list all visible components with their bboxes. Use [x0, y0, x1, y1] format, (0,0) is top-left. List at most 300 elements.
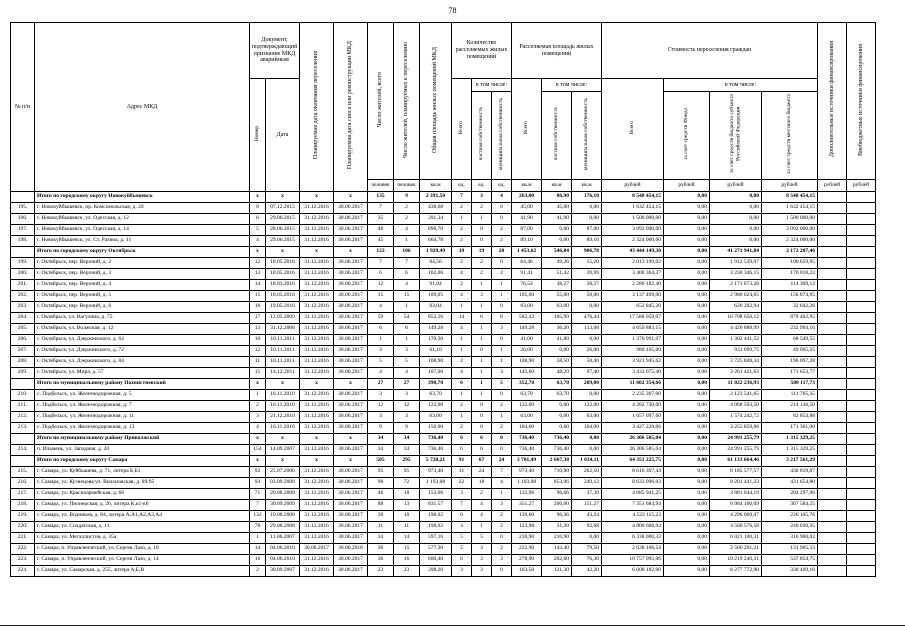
data-cell: 4 068 593,50	[710, 400, 762, 411]
data-cell: 36,20	[542, 323, 572, 334]
data-cell: 21.12.2010	[266, 411, 300, 422]
data-cell: 31.12.2016	[300, 466, 334, 477]
data-cell: 108,90	[512, 356, 542, 367]
data-cell: 50,40	[572, 356, 602, 367]
data-cell: 8 548 454,15	[602, 191, 664, 202]
data-cell: 4 659 883,15	[602, 323, 664, 334]
data-cell: 600,40	[420, 554, 452, 565]
table-row	[11, 268, 876, 279]
data-cell: 0,00	[664, 565, 710, 576]
row-number: 221.	[11, 532, 35, 543]
col-header-cost-total	[602, 79, 664, 180]
data-cell	[818, 389, 847, 400]
data-cell: 20	[492, 246, 512, 257]
data-cell: 232 994,16	[762, 323, 818, 334]
data-cell: 31.12.2016	[300, 301, 334, 312]
data-cell: 240 030,35	[762, 521, 818, 532]
row-number	[11, 378, 35, 389]
data-cell: 50,00	[572, 290, 602, 301]
area-total-label: Всего	[523, 120, 530, 135]
data-cell: 14	[394, 532, 420, 543]
table-row	[11, 543, 876, 554]
data-cell: 3 217 561,29	[762, 455, 818, 466]
data-cell	[847, 202, 876, 213]
data-cell: х	[300, 455, 334, 466]
data-cell: 41,90	[512, 213, 542, 224]
col-header-cost: Стоимость переселения граждан	[602, 23, 818, 79]
data-cell: 2 391,50	[420, 191, 452, 202]
data-cell: 597,16	[420, 532, 452, 543]
data-cell: х	[300, 191, 334, 202]
data-cell: 19	[472, 246, 492, 257]
data-cell: 1 315 329,25	[762, 444, 818, 455]
data-cell: 7	[368, 257, 394, 268]
data-cell: 2	[452, 235, 472, 246]
data-cell: 4	[472, 499, 492, 510]
data-cell: х	[250, 378, 266, 389]
data-cell: 546,84	[542, 246, 572, 257]
address-cell: г. Октябрьск, пер. Верхний, д. 6	[35, 301, 250, 312]
data-cell: 736,40	[420, 433, 452, 444]
data-cell	[818, 345, 847, 356]
data-cell: 34	[368, 532, 394, 543]
data-cell: 30.06.2017	[334, 213, 368, 224]
data-cell: х	[334, 378, 368, 389]
data-cell: 15	[250, 367, 266, 378]
data-cell: 104,00	[572, 422, 602, 433]
unit-cell: рублей	[710, 179, 762, 191]
data-cell: 153,06	[420, 488, 452, 499]
data-cell: 31.12.2016	[300, 411, 334, 422]
data-cell: 49 005,25	[762, 345, 818, 356]
area-private-label: частная собственность	[553, 107, 560, 161]
unit-cell: кв.м	[420, 179, 452, 191]
data-cell: 5	[368, 356, 394, 367]
col-header-cost-fund	[664, 92, 710, 180]
data-cell: 6 984 100,69	[710, 499, 762, 510]
table-row	[11, 422, 876, 433]
row-number: 219.	[11, 510, 35, 521]
data-cell: 108,90	[420, 356, 452, 367]
data-cell: 0,00	[664, 224, 710, 235]
data-cell: 3	[368, 345, 394, 356]
address-cell: г. Новокуйбышевск, ул. Одесская, д. 12	[35, 213, 250, 224]
data-cell	[818, 411, 847, 422]
data-cell: 8	[492, 312, 512, 323]
data-cell: 31.12.2016	[300, 235, 334, 246]
data-cell: 1	[452, 334, 472, 345]
col-header-residents-total	[368, 23, 394, 180]
data-cell: 736,40	[542, 444, 572, 455]
units-private-label: частная собственность	[478, 107, 485, 161]
data-cell: 4	[452, 367, 472, 378]
data-cell: 0,00	[664, 235, 710, 246]
data-cell: 156 874,95	[762, 290, 818, 301]
table-row	[11, 334, 876, 345]
data-cell	[847, 455, 876, 466]
data-cell: 1 574 242,72	[710, 411, 762, 422]
data-cell: х	[250, 191, 266, 202]
data-cell	[818, 554, 847, 565]
data-cell: 49,26	[542, 257, 572, 268]
data-cell: 31.12.2016	[300, 389, 334, 400]
data-cell: 1	[472, 301, 492, 312]
data-cell: 29.06.2015	[266, 213, 300, 224]
data-cell: 7	[368, 202, 394, 213]
data-cell: 39	[452, 246, 472, 257]
units-municipal-label: муниципальная собственность	[498, 98, 505, 170]
col-header-additional	[818, 23, 847, 180]
data-cell: 2	[250, 400, 266, 411]
data-cell	[847, 532, 876, 543]
summary-row	[11, 455, 876, 466]
data-cell: 0	[492, 444, 512, 455]
address-cell: п. Ильмень, ул. Западная, д. 20	[35, 444, 250, 455]
data-cell: 107,00	[420, 367, 452, 378]
table-header	[11, 23, 876, 192]
data-cell: 170 018,22	[762, 268, 818, 279]
table-row	[11, 477, 876, 488]
data-cell: 30.06.2017	[334, 268, 368, 279]
data-cell: 2	[492, 235, 512, 246]
data-cell: 31.12.2008	[266, 323, 300, 334]
row-number: 209.	[11, 367, 35, 378]
col-header-total-area	[420, 23, 452, 180]
data-cell: 30.06.2017	[334, 477, 368, 488]
data-cell: 45,00	[542, 202, 572, 213]
data-cell: 31.12.2016	[300, 510, 334, 521]
table-row	[11, 345, 876, 356]
data-cell	[847, 389, 876, 400]
data-cell: 4	[394, 279, 420, 290]
data-cell: 0,00	[664, 499, 710, 510]
data-cell: 1 632 454,15	[762, 202, 818, 213]
data-cell: 2	[452, 279, 472, 290]
data-cell: 214 136,50	[762, 400, 818, 411]
data-cell: 6	[394, 323, 420, 334]
data-cell: 3 433 075,40	[602, 367, 664, 378]
units-total-label: Всего	[458, 120, 465, 135]
data-cell: 1 034,11	[572, 455, 602, 466]
data-cell: 2 235 307,00	[602, 389, 664, 400]
data-cell: 27	[394, 378, 420, 389]
data-cell	[818, 224, 847, 235]
total-area-label: Общая площадь жилых помещений МКД	[432, 46, 439, 153]
data-cell	[847, 345, 876, 356]
data-cell: 23	[394, 565, 420, 576]
data-cell: 17 588 059,07	[602, 312, 664, 323]
data-cell: 476,44	[572, 312, 602, 323]
data-cell	[847, 411, 876, 422]
data-cell: 64,46	[512, 257, 542, 268]
table-row	[11, 224, 876, 235]
data-cell: 3	[472, 290, 492, 301]
data-cell: 61,10	[420, 345, 452, 356]
col-header-units-municipal	[492, 92, 512, 180]
data-cell: 0,00	[664, 257, 710, 268]
data-cell: 149,28	[420, 323, 452, 334]
data-cell	[847, 422, 876, 433]
data-cell: 8 616 397,44	[602, 466, 664, 477]
data-cell: 4 426 888,99	[710, 323, 762, 334]
data-cell: 88	[368, 499, 394, 510]
data-cell: 278,90	[512, 554, 542, 565]
address-cell: с. Подбельск, ул. Железнодорожная, д. 11	[35, 411, 250, 422]
row-number: 207.	[11, 345, 35, 356]
data-cell	[818, 488, 847, 499]
data-cell: 6	[452, 378, 472, 389]
address-cell: г. Самара, ул. Водников, д. 84, литера А,А1,А2,А3,А4	[35, 510, 250, 521]
table-row	[11, 521, 876, 532]
data-cell: 1 193,08	[420, 477, 452, 488]
data-cell: 3	[368, 411, 394, 422]
data-cell: 20.08.2008	[266, 488, 300, 499]
col-header-doc-number	[250, 79, 266, 192]
col-header-doc-date: Дата	[266, 79, 300, 192]
data-cell: 145,60	[512, 367, 542, 378]
data-cell: 100 659,95	[762, 257, 818, 268]
data-cell: 0,00	[710, 224, 762, 235]
data-cell: 1	[472, 356, 492, 367]
data-cell: 2	[492, 521, 512, 532]
data-cell: 43,24	[572, 510, 602, 521]
row-number: 195.	[11, 202, 35, 213]
data-cell: 1	[472, 213, 492, 224]
data-cell	[847, 268, 876, 279]
data-cell: 54	[394, 312, 420, 323]
data-cell: 30.06.2017	[300, 543, 334, 554]
data-cell: 0	[472, 235, 492, 246]
data-cell: 2 324 000,00	[762, 235, 818, 246]
data-cell: 0,00	[710, 213, 762, 224]
data-cell: 196 097,28	[762, 356, 818, 367]
data-cell: 4 085 941,25	[602, 488, 664, 499]
data-cell: 973,40	[512, 466, 542, 477]
data-cell: 5	[452, 532, 472, 543]
row-number: 199.	[11, 257, 35, 268]
data-cell	[818, 532, 847, 543]
data-cell: 0,00	[664, 455, 710, 466]
data-cell: 68 549,55	[762, 334, 818, 345]
data-cell: 0,00	[664, 345, 710, 356]
data-cell: 45,00	[512, 202, 542, 213]
data-cell: 0,00	[572, 389, 602, 400]
data-cell: 82 854,88	[762, 411, 818, 422]
data-cell: 1	[472, 378, 492, 389]
data-cell: 63,00	[572, 411, 602, 422]
data-cell: 736,40	[512, 433, 542, 444]
data-cell: 367 584,25	[762, 499, 818, 510]
data-cell	[818, 257, 847, 268]
data-cell	[818, 312, 847, 323]
data-cell: 2	[452, 356, 472, 367]
address-cell: г. Новокуйбышевск, ул. Одесская, д. 14	[35, 224, 250, 235]
data-cell: 2	[250, 565, 266, 576]
data-cell: 5	[394, 356, 420, 367]
col-header-resettled-area: Расселяемая площадь жилых помещений	[512, 23, 602, 79]
data-cell: 18	[394, 510, 420, 521]
data-cell: 2 013 199,02	[602, 257, 664, 268]
data-cell: 1 315 329,25	[762, 433, 818, 444]
data-cell: 3 092 000,00	[762, 224, 818, 235]
data-cell: 0	[492, 257, 512, 268]
data-cell	[847, 477, 876, 488]
data-cell: 13	[250, 323, 266, 334]
data-cell: 0,00	[572, 202, 602, 213]
data-cell: 2 324 000,00	[602, 235, 664, 246]
data-cell	[847, 367, 876, 378]
data-cell	[818, 191, 847, 202]
data-cell: 664,78	[420, 235, 452, 246]
row-number: 214.	[11, 444, 35, 455]
data-cell	[847, 356, 876, 367]
row-number: 197.	[11, 224, 35, 235]
data-cell: 31.12.2016	[300, 345, 334, 356]
data-cell: 0	[472, 422, 492, 433]
data-cell: 11	[368, 521, 394, 532]
data-cell	[818, 477, 847, 488]
data-cell: х	[300, 378, 334, 389]
data-cell: 133,96	[512, 488, 542, 499]
data-cell: 26 306 585,04	[602, 433, 664, 444]
data-cell	[847, 510, 876, 521]
data-cell	[847, 323, 876, 334]
data-cell: 2 171 873,28	[710, 279, 762, 290]
data-cell: 3	[492, 367, 512, 378]
data-cell: 26 306 585,04	[602, 444, 664, 455]
data-cell: 11.06.2007	[266, 532, 300, 543]
data-cell	[818, 565, 847, 576]
address-cell: с. Подбельск, ул. Железнодорожная, д. 13	[35, 422, 250, 433]
data-cell: 91,41	[512, 268, 542, 279]
data-cell: 3	[492, 554, 512, 565]
data-cell: 0,00	[664, 488, 710, 499]
data-cell: 1	[492, 356, 512, 367]
data-cell	[818, 290, 847, 301]
data-cell: 0	[492, 433, 512, 444]
data-cell	[818, 279, 847, 290]
data-cell	[847, 290, 876, 301]
data-cell	[847, 279, 876, 290]
data-cell	[818, 334, 847, 345]
row-number: 218.	[11, 499, 35, 510]
row-number: 210.	[11, 389, 35, 400]
data-cell: 15	[394, 543, 420, 554]
data-cell: 0,00	[664, 268, 710, 279]
data-cell: 3	[472, 543, 492, 554]
data-cell: 2	[452, 400, 472, 411]
planned-demolition-label: Планируемая дата сноса или реконструкции МКД	[347, 41, 354, 170]
data-cell: 16	[250, 301, 266, 312]
data-cell: 11 022 236,93	[710, 378, 762, 389]
data-cell: 620 202,94	[710, 301, 762, 312]
data-cell: 3 255 859,06	[710, 422, 762, 433]
data-cell: 1	[492, 279, 512, 290]
data-cell: 31.12.2016	[300, 202, 334, 213]
data-cell: 123,98	[512, 521, 542, 532]
data-cell: 30.06.2017	[334, 510, 368, 521]
data-cell: 26,00	[512, 345, 542, 356]
data-cell: 31.12.2016	[300, 477, 334, 488]
address-cell: г. Октябрьск, ул. Дзержинского, д. 72	[35, 345, 250, 356]
data-cell: 295	[394, 455, 420, 466]
unit-cell: ед.	[472, 179, 492, 191]
data-cell: 3	[452, 565, 472, 576]
data-cell: 106	[394, 246, 420, 257]
data-cell: 14	[250, 543, 266, 554]
address-cell: г. Самара, п. Управленческий, ул. Сергея Лазо, д. 14	[35, 554, 250, 565]
data-cell: 352,70	[512, 378, 542, 389]
data-cell: 0,00	[664, 543, 710, 554]
data-cell: 93,04	[420, 301, 452, 312]
data-cell: 63,00	[512, 411, 542, 422]
data-cell: 31.12.2016	[300, 367, 334, 378]
data-cell: 222,90	[512, 543, 542, 554]
data-cell: 0,00	[664, 334, 710, 345]
data-cell: 104,00	[512, 422, 542, 433]
data-cell: 170,30	[420, 334, 452, 345]
address-cell: г. Октябрьск, пер. Верхний, д. 2	[35, 257, 250, 268]
data-cell: 4	[368, 367, 394, 378]
data-cell: 0	[472, 224, 492, 235]
data-cell: 263,00	[512, 191, 542, 202]
data-cell	[847, 400, 876, 411]
data-cell: 8	[250, 202, 266, 213]
data-cell: 30.06.2017	[334, 411, 368, 422]
data-cell: 6 021 100,31	[710, 532, 762, 543]
data-cell	[847, 334, 876, 345]
address-cell: г. Новокуйбышевск, ул. Ст. Разина, д. 11	[35, 235, 250, 246]
data-cell	[847, 246, 876, 257]
data-cell: х	[250, 433, 266, 444]
data-cell: 0,00	[572, 433, 602, 444]
unit-cell: кв.м	[512, 179, 542, 191]
data-cell: 31.12.2016	[300, 290, 334, 301]
data-cell: 14	[250, 279, 266, 290]
address-cell: г. Октябрьск, ул. Дзержинского, д. 84	[35, 356, 250, 367]
data-cell: 652 845,20	[602, 301, 664, 312]
data-cell: 34	[394, 444, 420, 455]
data-cell: 63,70	[420, 389, 452, 400]
data-cell: 17	[250, 312, 266, 323]
data-cell: 0,00	[664, 554, 710, 565]
col-header-units-private	[472, 92, 492, 180]
data-cell: 580 117,73	[762, 378, 818, 389]
data-cell: 2	[452, 224, 472, 235]
data-cell	[847, 554, 876, 565]
row-number: 198.	[11, 235, 35, 246]
data-cell: 30.06.2017	[334, 499, 368, 510]
address-cell: г. Самара, ул. Металлистов, д. 35а	[35, 532, 250, 543]
data-cell: 289,00	[572, 378, 602, 389]
row-number	[11, 246, 35, 257]
data-cell: 2 638 106,54	[602, 543, 664, 554]
data-cell: 30.06.2017	[334, 301, 368, 312]
data-cell: 16	[250, 554, 266, 565]
data-cell: 11	[394, 521, 420, 532]
data-cell: 2	[492, 510, 512, 521]
data-cell: 131 905,33	[762, 543, 818, 554]
data-cell: 0,00	[542, 422, 572, 433]
data-cell: 2	[492, 268, 512, 279]
data-cell: 1 632 454,15	[602, 202, 664, 213]
data-cell: 4	[492, 191, 512, 202]
data-cell: 2	[394, 213, 420, 224]
data-cell: 18.05.2016	[266, 257, 300, 268]
data-cell: 3 701,49	[512, 455, 542, 466]
unit-cell: рублей	[664, 179, 710, 191]
data-cell: 16 708 656,12	[710, 312, 762, 323]
